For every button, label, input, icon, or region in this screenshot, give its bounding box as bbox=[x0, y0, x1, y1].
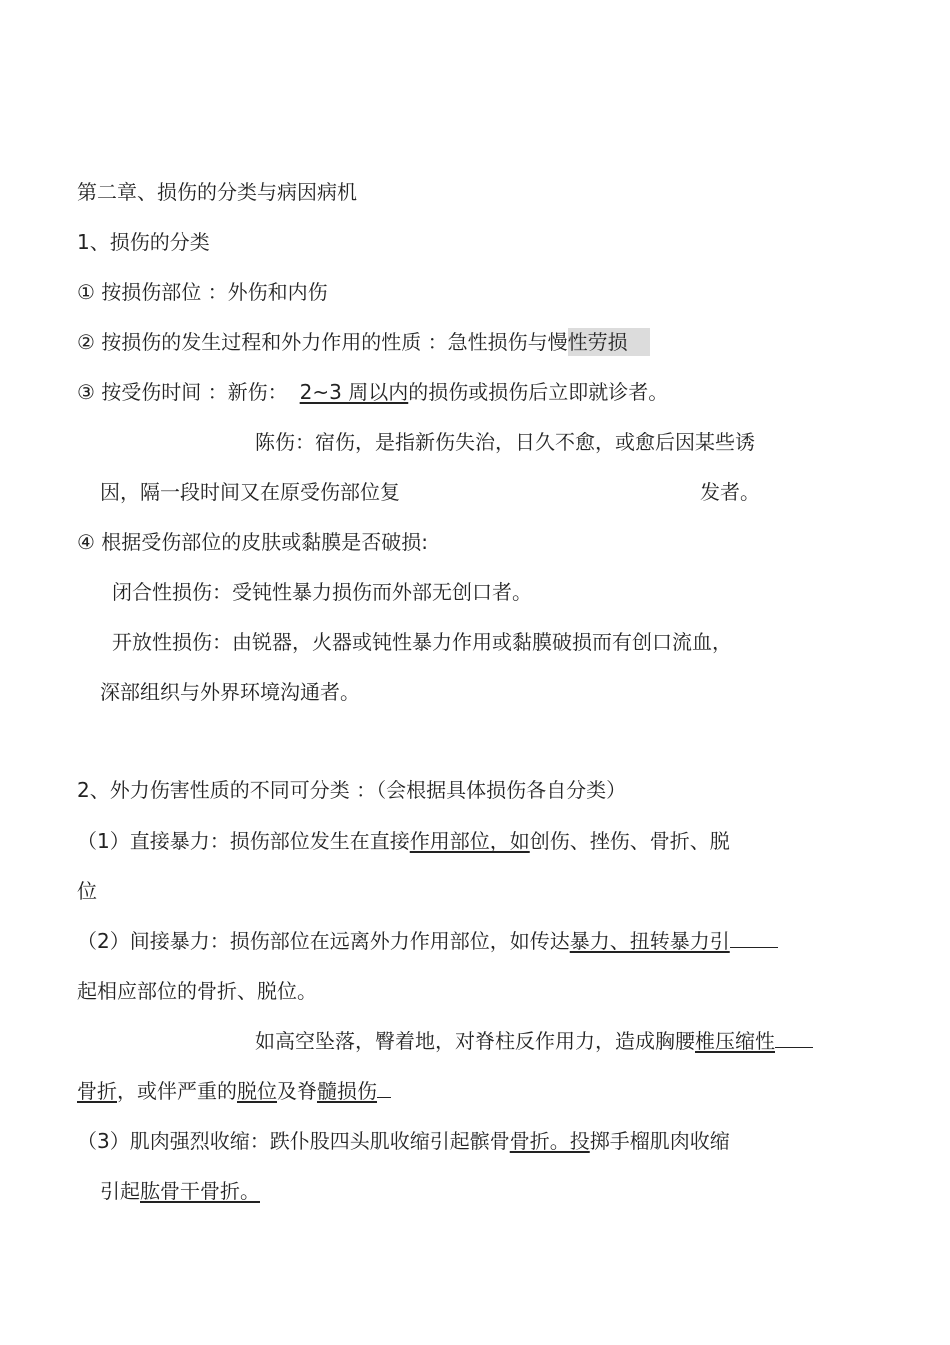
underline-blank bbox=[730, 927, 778, 948]
text: ③ 按受伤时间 ：新伤： bbox=[77, 380, 288, 404]
section-heading: 2、外力伤害性质的不同可分类 ：（会根据具体损伤各自分类） bbox=[77, 778, 627, 802]
paragraph-line: 闭合性损伤：受钝性暴力损伤而外部无创口者。 bbox=[112, 580, 532, 604]
paragraph-line: 起相应部位的骨折、脱位。 bbox=[77, 979, 317, 1003]
paragraph-line: 位 bbox=[77, 879, 97, 903]
paragraph-line bbox=[77, 827, 730, 855]
underlined-text: 作用部位，如 bbox=[409, 829, 530, 853]
text: 如高空坠落，臀着地，对脊柱反作用力，造成胸腰 bbox=[255, 1029, 695, 1053]
chapter-title: 第二章、损伤的分类与病因病机 bbox=[77, 180, 357, 204]
text: 及脊 bbox=[277, 1079, 317, 1103]
paragraph-line bbox=[100, 1177, 260, 1205]
list-item: ① 按损伤部位 ：外伤和内伤 bbox=[77, 280, 328, 304]
text: 的损伤或损伤后立即就诊者。 bbox=[408, 380, 669, 404]
text: （1）直接暴力：损伤部位发生在直接 bbox=[77, 829, 410, 853]
paragraph-line bbox=[255, 1027, 813, 1055]
paragraph-line bbox=[77, 927, 778, 955]
underline-blank bbox=[775, 1027, 813, 1048]
paragraph-line: 深部组织与外界环境沟通者。 bbox=[100, 680, 360, 704]
underlined-text: 暴力、扭转暴力引 bbox=[569, 929, 730, 953]
paragraph-line: 陈伤：宿伤，是指新伤失治，日久不愈，或愈后因某些诱 bbox=[255, 430, 755, 454]
paragraph-line: 发者。 bbox=[700, 480, 760, 504]
text: ，或伴严重的 bbox=[117, 1079, 237, 1103]
paragraph-line: 开放性损伤：由锐器，火器或钝性暴力作用或黏膜破损而有创口流血， bbox=[112, 630, 732, 654]
highlighted-text: 性劳损 bbox=[568, 328, 650, 356]
text: 创伤、挫伤、骨折、脱 bbox=[529, 829, 730, 853]
underlined-text: 肱骨干骨折。 bbox=[140, 1179, 260, 1203]
text: 掷手榴肌肉收缩 bbox=[589, 1129, 730, 1153]
section-heading: 1、损伤的分类 bbox=[77, 230, 210, 254]
list-item: ④ 根据受伤部位的皮肤或黏膜是否破损: bbox=[77, 530, 429, 554]
underlined-text: 2~3 周以内 bbox=[299, 380, 409, 404]
text: 引起 bbox=[100, 1179, 140, 1203]
list-item bbox=[77, 378, 668, 406]
paragraph-line bbox=[77, 1127, 730, 1155]
underlined-text: 骨折 bbox=[77, 1079, 117, 1103]
underline-blank bbox=[377, 1077, 391, 1098]
text: ② 按损伤的发生过程和外力作用的性质 ：急性损伤与慢 bbox=[77, 330, 568, 354]
underlined-text: 骨折。投 bbox=[509, 1129, 590, 1153]
paragraph-line: 因，隔一段时间又在原受伤部位复 bbox=[100, 480, 400, 504]
paragraph-line bbox=[77, 1077, 391, 1105]
list-item bbox=[77, 328, 650, 356]
underlined-text: 脱位 bbox=[237, 1079, 277, 1103]
text: （3）肌肉强烈收缩：跌仆股四头肌收缩引起髌骨 bbox=[77, 1129, 510, 1153]
underlined-text: 髓损伤 bbox=[317, 1079, 377, 1103]
text: （2）间接暴力：损伤部位在远离外力作用部位，如传达 bbox=[77, 929, 570, 953]
underlined-text: 椎压缩性 bbox=[695, 1029, 775, 1053]
